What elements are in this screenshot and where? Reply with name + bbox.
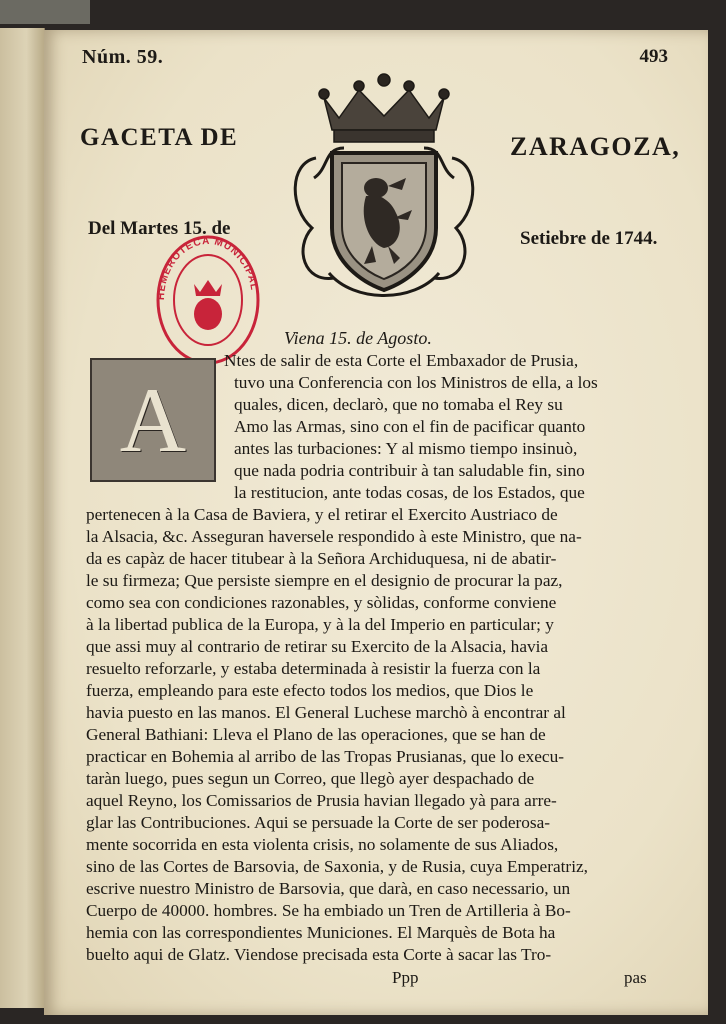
page-number: 493 (639, 46, 668, 67)
body-line: le su firmeza; Que persiste siempre en el designio de procurar la paz, (86, 571, 563, 590)
body-line: que assi muy al contrario de retirar su Exercito de la Alsacia, havia (86, 637, 549, 656)
body-line: havia puesto en las manos. El General Luchese marchò à encontrar al (86, 703, 566, 722)
issue-number: Núm. 59. (82, 46, 164, 68)
body-line: General Bathiani: Lleva el Plano de las operaciones, que se han de (86, 725, 546, 744)
body-line: que nada podria contribuir à tan saludable fin, sino (234, 461, 585, 480)
body-line: Ntes de salir de esta Corte el Embaxador de Prusia, (224, 351, 579, 370)
body-line: resuelto reforzarle, y estaba determinada à resistir la fuerza con la (86, 659, 541, 678)
printer-signature: Ppp (392, 968, 419, 987)
body-line: buelto aqui de Glatz. Viendose precisada esta Corte à sacar las Tro- (86, 945, 552, 964)
body-line: pertenecen à la Casa de Baviera, y el retirar el Exercito Austriaco de (86, 505, 558, 524)
body-line: Cuerpo de 40000. hombres. Se ha embiado un Tren de Artilleria à Bo- (86, 901, 571, 920)
body-line: aquel Reyno, los Comissarios de Prusia havian llegado yà para arre- (86, 791, 557, 810)
facing-page-edge (0, 28, 45, 1008)
body-line: tuvo una Conferencia con los Ministros de ella, a los (234, 373, 598, 392)
body-line: sino de las Cortes de Barsovia, de Saxonia, y de Rusia, cuya Emperatriz, (86, 857, 588, 876)
library-stamp (154, 232, 262, 368)
catchword: pas (624, 968, 647, 987)
date-left: Del Martes 15. de (88, 218, 231, 239)
body-line: taràn luego, pues segun un Correo, que llegò ayer despachado de (86, 769, 535, 788)
coat-of-arms-icon (284, 68, 484, 308)
masthead-title-left: GACETA DE (80, 124, 239, 151)
decorated-initial (90, 358, 216, 482)
body-line: la restitucion, ante todas cosas, de los Estados, que (234, 483, 585, 502)
date-right: Setiebre de 1744. (520, 228, 658, 249)
body-line: practicar en Bohemia al arribo de las Tropas Prusianas, que lo execu- (86, 747, 564, 766)
crown-emblem-icon (194, 280, 222, 330)
article-heading: Viena 15. de Agosto. (284, 328, 432, 348)
body-line: fuerza, empleando para este efecto todos los medios, que Dios le (86, 681, 534, 700)
initial-letter: A (119, 369, 187, 471)
body-line: glar las Contribuciones. Aqui se persuade la Corte de ser poderosa- (86, 813, 551, 832)
body-line: à la libertad publica de la Europa, y à la del Imperio en particular; y (86, 615, 554, 634)
body-line: da es capàz de hacer titubear à la Señora Archiduquesa, ni de abatir- (86, 549, 557, 568)
scanner-tab (0, 0, 90, 24)
body-line: quales, dicen, declarò, que no tomaba el Rey su (234, 395, 563, 414)
body-line: Amo las Armas, sino con el fin de pacificar quanto (234, 417, 586, 436)
stamp-text: HEMEROTECA MUNICIPAL (155, 235, 260, 301)
gazette-page (44, 30, 708, 1015)
body-line: mente socorrida en esta violenta crisis, no solamente de sus Aliados, (86, 835, 559, 854)
body-line: la Alsacia, &c. Asseguran haversele respondido à este Ministro, que na- (86, 527, 582, 546)
body-line: escrive nuestro Ministro de Barsovia, que darà, en caso necessario, un (86, 879, 571, 898)
body-line: antes las turbaciones: Y al mismo tiempo insinuò, (234, 439, 578, 458)
body-line: como sea con condiciones razonables, y sòlidas, conforme conviene (86, 593, 557, 612)
masthead-title-right: ZARAGOZA, (510, 132, 681, 161)
body-line: hemia con las correspondientes Municiones. El Marquès de Bota ha (86, 923, 556, 942)
